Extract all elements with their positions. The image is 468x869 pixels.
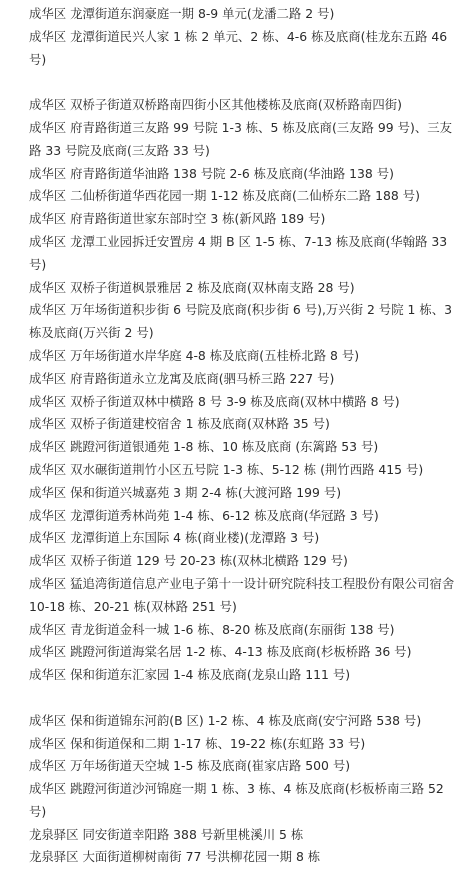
address-line: 龙泉驿区 同安街道幸阳路 388 号新里桃溪川 5 栋 [29, 826, 304, 842]
address-line: 成华区 保和街道保和二期 1-17 栋、19-22 栋(东虹路 33 号) [29, 735, 366, 751]
address-line: 龙泉驿区 大面街道柳树南街 77 号洪柳花园一期 8 栋 [29, 849, 321, 865]
address-line: 成华区 双桥子街道双桥路南四街小区其他楼栋及底商(双桥路南四街) [29, 97, 402, 113]
address-group-1 [29, 0, 460, 71]
address-line: 成华区 府青路街道华油路 138 号院 2-6 栋及底商(华油路 138 号) [29, 165, 394, 181]
address-line: 成华区 保和街道东汇家园 1-4 栋及底商(龙泉山路 111 号) [29, 667, 351, 683]
address-line: 成华区 龙潭街道东润豪庭一期 8-9 单元(龙潘二路 2 号) [29, 6, 335, 21]
address-line: 成华区 龙潭街道上东国际 4 栋(商业楼)(龙潭路 3 号) [29, 530, 320, 546]
blank-line [29, 71, 460, 94]
address-line: 成华区 万年场街道积步街 6 号院及底商(积步街 6 号),万兴街 2 号院 1 栋、3 栋及底商(万兴街 2 号) [29, 302, 453, 341]
address-line: 成华区 龙潭工业园拆迁安置房 4 期 B 区 1-5 栋、7-13 栋及底商(华翰路 33 号) [29, 233, 448, 272]
address-line: 成华区 万年场街道水岸华庭 4-8 栋及底商(五桂桥北路 8 号) [29, 347, 360, 363]
blank-line [29, 687, 460, 710]
address-line: 成华区 府青路街道永立龙寓及底商(驷马桥三路 227 号) [29, 370, 335, 386]
address-line: 成华区 猛追湾街道信息产业电子第十一设计研究院科技工程股份有限公司宿舍 10-18 栋、20-21 栋(双林路 251 号) [29, 575, 455, 614]
address-line: 成华区 万年场街道天空城 1-5 栋及底商(崔家店路 500 号) [29, 758, 351, 774]
address-line: 成华区 双桥子街道建校宿舍 1 栋及底商(双林路 35 号) [29, 416, 330, 432]
address-line: 成华区 青龙街道金科一城 1-6 栋、8-20 栋及底商(东丽街 138 号) [29, 621, 395, 637]
address-group-2 [29, 94, 460, 687]
address-line: 成华区 跳蹬河街道海棠名居 1-2 栋、4-13 栋及底商(杉板桥路 36 号) [29, 644, 412, 660]
address-line: 成华区 保和街道锦东河韵(B 区) 1-2 栋、4 栋及底商(安宁河路 538 号) [29, 712, 422, 728]
address-group-3 [29, 710, 460, 869]
address-line: 成华区 府青路街道三友路 99 号院 1-3 栋、5 栋及底商(三友路 99 号)、三友路 33 号院及底商(三友路 33 号) [29, 119, 452, 158]
address-line: 成华区 龙潭街道秀林尚苑 1-4 栋、6-12 栋及底商(华冠路 3 号) [29, 507, 379, 523]
address-line: 成华区 双水碾街道荆竹小区五号院 1-3 栋、5-12 栋 (荆竹西路 415 号) [29, 461, 424, 477]
address-line: 成华区 保和街道兴城嘉苑 3 期 2-4 栋(大渡河路 199 号) [29, 484, 342, 500]
address-line: 成华区 府青路街道世家东部时空 3 栋(新风路 189 号) [29, 211, 326, 227]
address-line: 成华区 双桥子街道双林中横路 8 号 3-9 栋及底商(双林中横路 8 号) [29, 393, 400, 409]
address-line: 成华区 跳蹬河街道沙河锦庭一期 1 栋、3 栋、4 栋及底商(杉板桥南三路 52 号) [29, 781, 444, 819]
address-line: 成华区 二仙桥街道华西花园一期 1-12 栋及底商(二仙桥东二路 188 号) [29, 188, 420, 204]
address-line: 成华区 双桥子街道 129 号 20-23 栋(双林北横路 129 号) [29, 553, 348, 569]
address-line: 成华区 跳蹬河街道银通苑 1-8 栋、10 栋及底商 (东篱路 53 号) [29, 439, 379, 455]
address-line: 成华区 龙潭街道民兴人家 1 栋 2 单元、2 栋、4-6 栋及底商(桂龙东五路 46 号) [29, 28, 448, 67]
address-line: 成华区 双桥子街道枫景雅居 2 栋及底商(双林南支路 28 号) [29, 279, 355, 295]
